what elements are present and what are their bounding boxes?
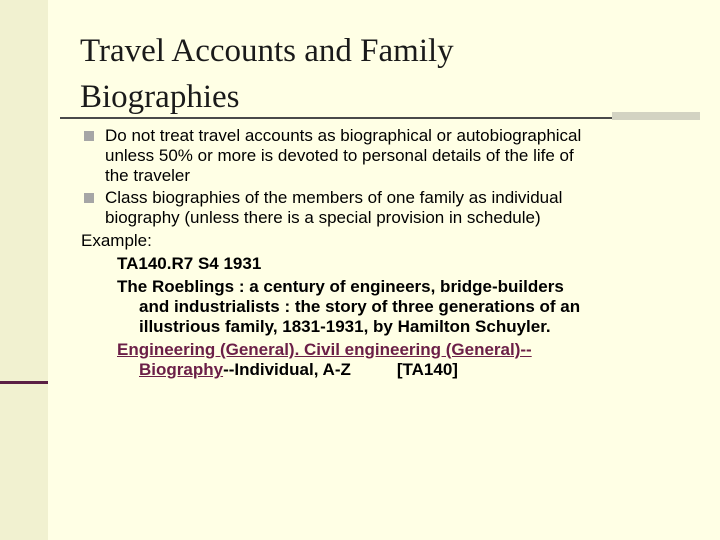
title-divider [60,117,700,119]
bullet-2-line-1: Class biographies of the members of one family as individual [105,188,563,207]
subject-headings [117,340,704,380]
subject-link-engineering[interactable]: Engineering (General). Civil engineering (General)-- [117,340,532,359]
bullet-1-line-2: unless 50% or more is devoted to personal details of the life of [105,146,574,165]
title-divider-accent [612,112,700,120]
bullet-1-line-1: Do not treat travel accounts as biographical or autobiographical [105,126,582,145]
left-accent-rule [0,381,48,384]
bullet-item-2 [84,188,704,228]
bullet-2-line-2: biography (unless there is a special provision in schedule) [105,208,541,227]
subject-subdivision: --Individual, A-Z [223,360,351,379]
slide-title [80,28,700,120]
example-label: Example: [81,231,152,250]
book-description [117,277,704,337]
book-line-1: The Roeblings : a century of engineers, bridge-builders [117,277,564,296]
left-band [0,0,48,540]
title-line-1: Travel Accounts and Family [80,33,454,69]
square-bullet-icon [84,193,94,203]
square-bullet-icon [84,131,94,141]
subject-link-biography[interactable]: Biography [139,360,224,379]
call-number: TA140.R7 S4 1931 [117,254,262,273]
book-line-3: illustrious family, 1831-1931, by Hamilton Schuyler. [139,317,551,336]
slide-content [81,124,704,380]
bullet-1-line-3: the traveler [105,166,191,185]
class-number: [TA140] [396,360,458,379]
title-line-2: Biographies [80,79,240,115]
book-line-2: and industrialists : the story of three generations of an [139,297,581,316]
bullet-item-1 [84,126,704,186]
